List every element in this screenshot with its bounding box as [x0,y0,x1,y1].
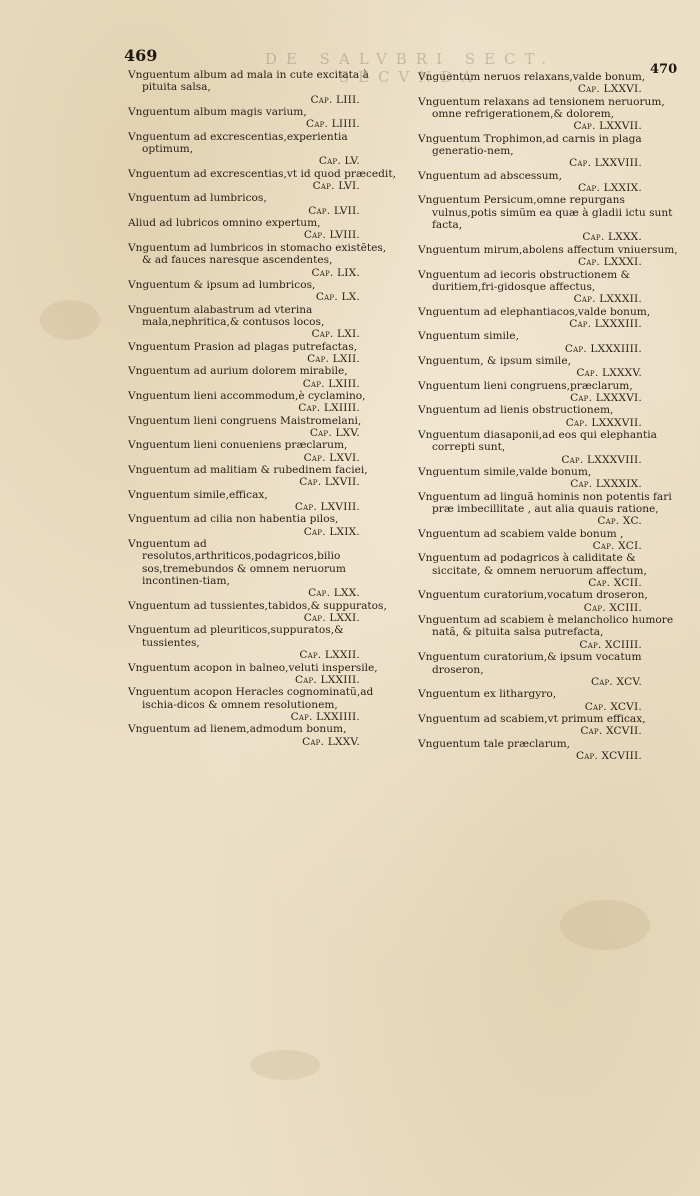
index-entry [128,242,398,279]
entry-title: Vnguentum simile,efficax, [128,488,268,501]
index-entry [128,341,398,366]
chapter-reference: Cap. LVI. [312,180,360,193]
index-entry [128,513,398,538]
index-entry [128,192,398,217]
entry-title: Vnguentum ad elephantiacos,valde bonum, [418,305,651,318]
chapter-reference: Cap. LXIIII. [298,402,360,415]
chapter-reference: Cap. LXXXVII. [565,416,642,429]
paper-stain [250,1050,320,1080]
entry-title: Vnguentum lieni conueniens præclarum, [128,439,348,452]
entry-title: Vnguentum acopon Heracles cognominatũ,ad ischia-dicos & omnem resolutionem, [128,686,374,711]
entry-title: Vnguentum ad malitiam & rubedinem faciei, [128,464,368,476]
entry-title: Aliud ad lubricos omnino expertum, [128,217,321,230]
entry-title: Vnguentum simile,valde bonum, [418,466,592,478]
chapter-reference: Cap. XCVIII. [575,749,642,762]
index-entry [128,365,398,390]
index-entry [418,429,680,466]
chapter-reference: Cap. LXXIX. [577,182,642,195]
chapter-reference: Cap. LXXX. [582,231,642,244]
entry-title: Vnguentum ad excrescentias,experientia optimum, [128,130,348,156]
entry-title: Vnguentum lieni accommodum,è cyclamino, [128,389,366,402]
index-entry [418,71,680,96]
entry-title: Vnguentum ex lithargyro, [418,688,557,701]
paper-stain [40,300,100,340]
entry-title: Vnguentum acopon in balneo,veluti inspersile, [128,661,378,674]
index-entry [128,168,398,193]
entry-title: Vnguentum ad lienis obstructionem, [418,404,614,417]
index-entry [128,489,398,514]
index-entry [418,306,680,331]
index-entry [128,464,398,489]
paper-stain [560,900,650,950]
entry-title: Vnguentum album ad mala in cute excitata à pituita salsa, [128,69,369,94]
index-entry [418,194,680,243]
chapter-reference: Cap. LVII. [308,204,360,217]
entry-title: Vnguentum lieni congruens Maistromelani, [128,414,362,427]
index-entry [128,686,398,723]
index-entry [418,330,680,355]
entry-title: Vnguentum ad abscessum, [418,169,562,182]
entry-title: Vnguentum ad cilia non habentia pilos, [128,513,339,526]
chapter-reference: Cap. LXII. [307,352,360,365]
entry-title: Vnguentum tale præclarum, [418,737,571,750]
entry-title: Vnguentum Persicum,omne repurgans vulnus,potis simũm ea quæ à gladii ictu sunt facta, [418,194,673,232]
chapter-reference: Cap. LXXXI. [577,256,642,269]
chapter-reference: Cap. LXXIII. [294,673,360,686]
entry-title: Vnguentum Prasion ad plagas putrefactas, [128,340,358,353]
index-entry [128,131,398,168]
chapter-reference: Cap. LXV. [309,426,360,439]
index-entry [418,552,680,589]
index-entry [418,738,680,763]
page-number-left: 469 [124,46,158,65]
entry-title: Vnguentum lieni congruens,præclarum, [418,379,633,392]
entry-title: Vnguentum diasaponii,ad eos qui elephantia correpti sunt, [418,428,657,454]
entry-title: Vnguentum ad lumbricos, [128,192,267,205]
index-entry [418,688,680,713]
index-entry [128,439,398,464]
entry-title: Vnguentum simile, [418,330,519,343]
entry-title: Vnguentum alabastrum ad vterina mala,nephritica,& contusos locos, [128,303,325,328]
index-entry [128,600,398,625]
index-entry [128,69,398,106]
chapter-reference: Cap. XCVI. [584,700,642,713]
page-number-right: 470 [650,62,678,77]
entry-title: Vnguentum Trophimon,ad carnis in plaga generatio-nem, [418,132,642,158]
entry-title: Vnguentum curatorium,vocatum droseron, [418,589,648,602]
index-entry [418,380,680,405]
index-entry [128,390,398,415]
index-entry [418,589,680,614]
chapter-reference: Cap. LXXXV. [576,367,642,380]
entry-title: Vnguentum ad scabiem valde bonum , [418,527,624,540]
index-entry [128,106,398,131]
index-entry [128,662,398,687]
index-entry [418,491,680,528]
index-entry [128,415,398,440]
entry-title: Vnguentum ad resolutos,arthriticos,podagricos,bilio sos,tremebundos & omnem neruorum incontinen-tiam, [128,538,346,588]
entry-title: Vnguentum neruos relaxans,valde bonum, [418,71,646,83]
chapter-reference: Cap. XC. [597,515,642,528]
chapter-reference: Cap. LXIII. [302,377,360,390]
entry-title: Vnguentum, & ipsum simile, [418,354,571,367]
chapter-reference: Cap. LXXXVIII. [561,453,642,466]
index-entry [418,355,680,380]
chapter-reference: Cap. LXXVIII. [569,157,642,170]
index-entry [418,170,680,195]
chapter-reference: Cap. LXXXIII. [569,317,642,330]
chapter-reference: Cap. LXXII. [299,649,360,662]
index-entry [418,651,680,688]
index-entry [128,279,398,304]
chapter-reference: Cap. XCI. [592,540,642,553]
chapter-reference: Cap. LXXXIX. [570,478,642,491]
chapter-reference: Cap. LX. [315,291,360,304]
entry-title: Vnguentum ad iecoris obstructionem & duritiem,fri-gidosque affectus, [418,268,630,293]
chapter-reference: Cap. LXXIIII. [290,710,360,723]
entry-title: Vnguentum ad scabiem è melancholico humore natã, & pituita salsa putrefacta, [418,614,674,639]
entry-title: Vnguentum curatorium,& ipsum vocatum droseron, [418,651,642,676]
running-head: DE SALVBRI SECT. SECVNDA [264,50,556,86]
chapter-reference: Cap. LXXVI. [577,83,642,96]
entry-title: Vnguentum ad aurium dolorem mirabile, [128,365,348,378]
chapter-reference: Cap. XCIIII. [579,638,642,651]
entry-title: Vnguentum ad pleuriticos,suppuratos,& tussientes, [128,624,344,649]
chapter-reference: Cap. LXXV. [302,735,360,748]
entry-title: Vnguentum relaxans ad tensionem neruorum, omne refrigerationem,& dolorem, [418,95,665,121]
entry-title: Vnguentum ad excrescentias,vt id quod præcedit, [128,167,396,180]
entry-title: Vnguentum ad lienem,admodum bonum, [128,723,347,736]
chapter-reference: Cap. LXXI. [303,612,360,625]
chapter-reference: Cap. XCII. [588,577,642,590]
entry-title: Vnguentum ad lumbricos in stomacho existẽtes, & ad fauces naresque ascendentes, [128,241,387,267]
left-column [128,69,398,748]
entry-title: Vnguentum ad podagricos à caliditate & siccitate, & omnem neruorum affectum, [418,552,647,577]
chapter-reference: Cap. LV. [318,155,360,168]
entry-title: Vnguentum & ipsum ad lumbricos, [128,278,316,291]
entry-title: Vnguentum ad scabiem,vt primum efficax, [418,712,646,725]
index-entry [128,304,398,341]
chapter-reference: Cap. LVIII. [303,229,360,242]
chapter-reference: Cap. LXVII. [299,476,360,489]
entry-title: Vnguentum album magis varium, [128,106,307,119]
chapter-reference: Cap. LIII. [310,93,360,106]
index-entry [128,723,398,748]
index-entry [418,528,680,553]
chapter-reference: Cap. LXVI. [303,451,360,464]
chapter-reference: Cap. LXXXII. [573,293,642,306]
chapter-reference: Cap. LXIX. [303,525,360,538]
index-entry [418,404,680,429]
chapter-reference: Cap. LIX. [311,266,360,279]
index-entry [418,713,680,738]
chapter-reference: Cap. LXVIII. [294,501,360,514]
index-entry [418,96,680,133]
index-entry [128,624,398,661]
chapter-reference: Cap. LIIII. [306,118,360,131]
chapter-reference: Cap. LXX. [308,587,360,600]
entry-title: Vnguentum mirum,abolens affectum vniuersum, [418,243,678,256]
index-entry [418,269,680,306]
index-entry [418,133,680,170]
index-entry [128,538,398,600]
entry-title: Vnguentum ad tussientes,tabidos,& suppuratos, [128,599,387,612]
entry-title: Vnguentum ad linguã hominis non potentis fari præ imbecillitate , aut alia quauis ratione, [418,490,672,516]
index-entry [418,614,680,651]
chapter-reference: Cap. XCIII. [583,601,642,614]
index-entry [418,244,680,269]
index-entry [418,466,680,491]
chapter-reference: Cap. LXI. [311,328,360,341]
chapter-reference: Cap. LXXXVI. [570,391,642,404]
right-column [418,71,680,762]
chapter-reference: Cap. XCV. [590,675,642,688]
index-entry [128,217,398,242]
chapter-reference: Cap. LXXXIIII. [564,342,642,355]
chapter-reference: Cap. LXXVII. [573,120,642,133]
chapter-reference: Cap. XCVII. [580,725,642,738]
